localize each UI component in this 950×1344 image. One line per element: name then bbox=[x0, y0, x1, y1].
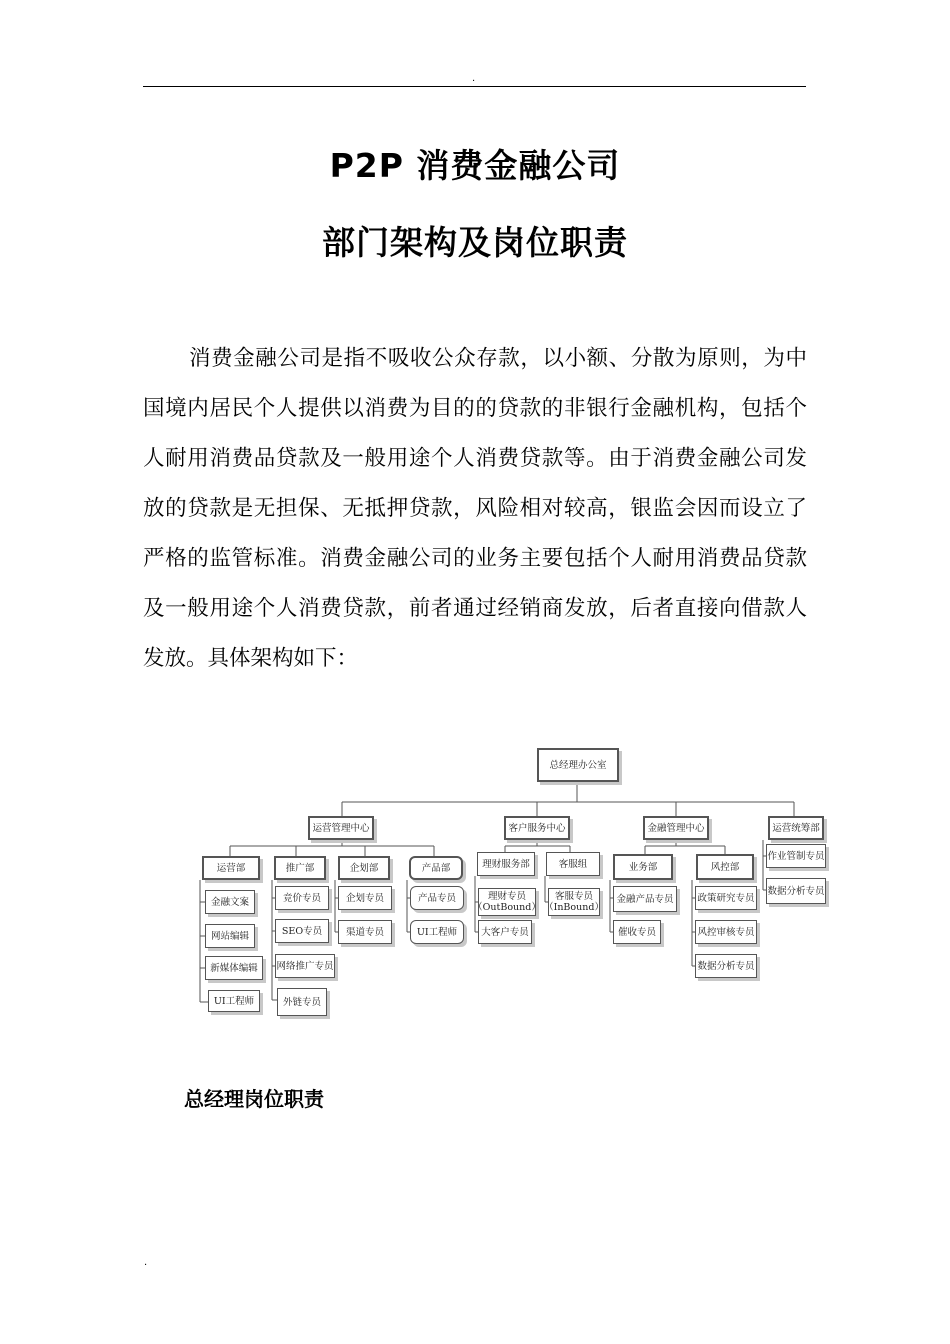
org-dept-coordination: 运营统筹部 bbox=[768, 816, 824, 840]
org-role-service-inbound-line1: 客服专员 bbox=[554, 891, 593, 902]
document-title: P2P 消费金融公司 bbox=[329, 146, 621, 186]
org-dept-promotion: 推广部 bbox=[274, 856, 326, 880]
org-center-customer-service: 客户服务中心 bbox=[504, 816, 570, 840]
org-role-risk-3: 数据分析专员 bbox=[695, 954, 757, 978]
org-role-business-1: 金融产品专员 bbox=[613, 886, 677, 912]
org-role-customer-service-inbound bbox=[544, 888, 604, 916]
org-chart bbox=[190, 740, 840, 1030]
org-role-wealth-outbound-line1: 理财专员 bbox=[487, 891, 526, 902]
org-role-promotion-2: SEO专员 bbox=[275, 919, 329, 943]
org-role-risk-2: 风控审核专员 bbox=[695, 920, 757, 944]
org-role-coordination-1: 作业管制专员 bbox=[766, 844, 826, 868]
org-role-product-2: UI工程师 bbox=[410, 920, 464, 944]
org-root-node: 总经理办公室 bbox=[537, 748, 619, 782]
org-role-business-2: 催收专员 bbox=[613, 920, 661, 944]
org-dept-risk: 风控部 bbox=[696, 854, 754, 880]
org-chart-connectors bbox=[190, 740, 840, 1030]
org-role-service-inbound-line2: （InBound） bbox=[544, 902, 604, 913]
org-center-finance: 金融管理中心 bbox=[643, 816, 709, 840]
org-role-risk-1: 政策研究专员 bbox=[695, 886, 757, 910]
intro-paragraph: 消费金融公司是指不吸收公众存款，以小额、分散为原则，为中国境内居民个人提供以消费为目的的贷款的非银行金融机构，包括个人耐用消费品贷款及一般用途个人消费贷款等。由于消费金融公司发放的贷款是无担保、无抵押贷款，风险相对较高，银监会因而设立了严格的监管标准。消费金融公司的业务主要包括个人耐用消费品贷款及一般用途个人消费贷款，前者通过经销商发放，后者直接向借款人发放。具体架构如下： bbox=[143, 346, 807, 671]
org-role-promotion-4: 外链专员 bbox=[277, 988, 327, 1016]
org-dept-operations: 运营部 bbox=[202, 856, 260, 880]
org-role-operations-3: 新媒体编辑 bbox=[205, 956, 263, 980]
org-role-operations-2: 网站编辑 bbox=[205, 924, 255, 948]
org-role-product-1: 产品专员 bbox=[410, 886, 464, 910]
org-role-coordination-2: 数据分析专员 bbox=[766, 878, 826, 904]
footer-dot: . bbox=[144, 1257, 148, 1268]
org-center-operations: 运营管理中心 bbox=[308, 816, 374, 840]
org-dept-customer-service-group: 客服组 bbox=[546, 852, 600, 876]
org-role-planning-2: 渠道专员 bbox=[338, 920, 392, 944]
org-role-wealth-vip: 大客户专员 bbox=[478, 920, 532, 944]
org-role-wealth-outbound bbox=[473, 888, 541, 916]
header-rule bbox=[143, 86, 806, 87]
org-dept-business: 业务部 bbox=[613, 854, 673, 880]
header-dot: . bbox=[472, 73, 476, 84]
org-role-wealth-outbound-line2: （OutBound） bbox=[473, 902, 541, 913]
org-dept-wealth-service: 理财服务部 bbox=[477, 852, 535, 876]
org-role-operations-1: 金融文案 bbox=[205, 890, 255, 914]
org-role-planning-1: 企划专员 bbox=[338, 886, 392, 910]
document-subtitle: 部门架构及岗位职责 bbox=[322, 223, 628, 263]
org-dept-planning: 企划部 bbox=[338, 856, 390, 880]
org-role-promotion-1: 竞价专员 bbox=[275, 886, 329, 910]
org-dept-product: 产品部 bbox=[409, 856, 463, 880]
section-heading-gm-duties: 总经理岗位职责 bbox=[184, 1087, 324, 1111]
org-role-operations-4: UI工程师 bbox=[208, 990, 260, 1012]
org-role-promotion-3: 网络推广专员 bbox=[275, 954, 335, 978]
